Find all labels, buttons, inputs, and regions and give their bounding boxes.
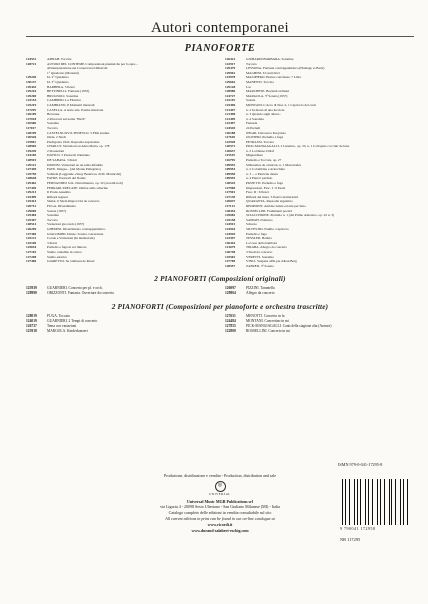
catalog-title: 1° Quaderno (Montani) — [47, 70, 79, 75]
catalog-title: FUGA. Divertimento — [47, 204, 77, 208]
catalog-title: n. 3 Quando sugli alberi... — [246, 112, 282, 117]
catalog-number: 129961 — [225, 70, 236, 75]
catalog-title: Studio estatico — [47, 254, 68, 259]
catalog-title: Id. 2° Quaderno — [47, 75, 69, 80]
two-piano-transcribed-right-column — [225, 314, 414, 334]
catalog-number: 123154 — [26, 98, 37, 103]
catalog-title: CASTELNUOVO-TEDESCO. 3 Film studies — [47, 130, 110, 135]
catalog-number: 126526 — [26, 135, 37, 140]
catalog-number: 123978 — [225, 75, 236, 80]
section-title-pianoforte: PIANOFORTE — [184, 43, 256, 54]
catalog-title: VERETTI. Sonatina — [246, 254, 274, 259]
two-piano-original-right-column — [225, 286, 414, 296]
catalog-number: 129804 — [225, 291, 236, 296]
catalog-title: PIZZETTI. Preludio e fuga — [246, 181, 283, 186]
catalog-number: 125307 — [26, 217, 37, 222]
catalog-entry — [26, 259, 215, 264]
catalog-number: 127700 — [225, 259, 236, 264]
catalog-it: Catalogo completo delle edizioni in vendita consultabile sul sito — [168, 510, 272, 516]
catalog-number: 117017 — [26, 125, 36, 130]
catalog-title: n. 4 Pierrot perduto — [246, 176, 273, 181]
catalog-number: 126737 — [26, 324, 37, 329]
catalog-number: 129249 — [26, 148, 37, 153]
catalog-number: 126109 — [26, 112, 37, 117]
catalog-title: Sonatine — [47, 213, 59, 218]
catalog-title: MAGHINI. 6 Canti lirici — [246, 70, 280, 75]
catalog-title: AUTORI DEL CONTEMP. Composizioni pianistiche per la apre... — [47, 61, 138, 66]
catalog-number: 127130 — [225, 194, 236, 199]
catalog-title: GHEDINI. Divertimento contrappuntistico — [47, 226, 106, 231]
catalog-title: Riflessi legnesi — [47, 194, 68, 199]
catalog-title: TIRABA. Allegro da concerto — [246, 245, 288, 250]
catalog-title: 2 Invenzioni — [47, 148, 65, 153]
catalog-title: 3 Pezzi — [47, 240, 57, 245]
rights-line: Produzione, distribuzione e vendita - Production, distribution and sale — [164, 473, 276, 478]
catalog-title: GIUBARDI BARBARA. Sonatina — [246, 57, 294, 61]
catalog-title: Fasc. II : 6 Pezzi — [246, 190, 269, 195]
catalog-number: 126421 — [225, 57, 236, 61]
catalog-number: 120188 — [225, 130, 236, 135]
catalog-title: MONTANI. L'Arco di Noè, n. 1 Capriccio del cucù — [246, 102, 316, 107]
catalog-number: 129082 — [225, 213, 236, 218]
catalog-number: 120712 — [26, 204, 37, 208]
catalog-title: PICK-MANGIAGALLI. Canti della stagione alta (Azenze) — [246, 324, 332, 329]
catalog-number: 117113 — [225, 204, 235, 208]
catalog-title: LESSONA. Fantasia contrappuntistica (Homage to Bach) — [246, 66, 325, 71]
url-durand[interactable]: www.durand-salabert-eschig.com — [191, 527, 249, 533]
catalog-entry — [26, 329, 215, 334]
catalog-title: MONTANI. Concertino in mi — [246, 319, 289, 324]
catalog-entry — [225, 291, 414, 296]
catalog-number: 116308 — [26, 121, 36, 126]
catalog-title: GUARNIERI. Concerto per pf. e orch. — [47, 286, 103, 291]
catalog-title: FAVE. Images... (dal Monte Pellegrino) — [47, 167, 101, 172]
catalog-title: n. 2 Colombina e Arlecchino — [246, 167, 286, 172]
nr-label: NR 117295 — [340, 537, 361, 542]
catalog-title: ROSSELLINI. Concerto in mi — [246, 329, 290, 334]
catalog-number: 129462 — [26, 181, 37, 186]
catalog-title: VINCI. Suspens alfin per Alban Berg — [246, 259, 297, 264]
catalog-title: BARBERA. 3 Pezzi — [47, 84, 75, 89]
catalog-number: 128919 — [26, 158, 37, 163]
catalog-title: MALIPIERO. Hortus conclusus. 7 Libro — [246, 75, 302, 80]
catalog-number: 128721 — [26, 61, 37, 66]
two-piano-original-left-column — [26, 286, 215, 296]
catalog-title: PIZZINI. Tarantella — [246, 286, 275, 291]
catalog-number: 109952 — [225, 162, 236, 167]
catalog-number: 128019 — [26, 314, 37, 319]
catalog-title: Preludio e fuga in sol minore — [47, 245, 87, 250]
catalog-title: MARGOLA. Kinderkonzert — [47, 329, 88, 334]
catalog-title: Corale e Variazioni (In memoriam) — [47, 236, 95, 241]
two-piano-original-columns — [26, 286, 414, 296]
catalog-number: 129479 — [225, 66, 236, 71]
catalog-number: 124185 — [26, 153, 37, 158]
catalog-title: Sonatina — [47, 121, 59, 126]
catalog-title: OLIVIERI. Preludio e fuga — [246, 135, 284, 140]
catalog-title: ZAFRED. 3ª Sonata — [246, 263, 274, 268]
catalog-title: Id. 3° Quaderno — [47, 79, 69, 84]
catalog-title: 2 Ricercari sul nome "Bach" — [47, 116, 86, 121]
catalog-number: 127300 — [26, 231, 37, 236]
catalog-title: MARCHESE. Bozzetti siciliani — [246, 89, 290, 94]
catalog-number: 121497 — [225, 107, 236, 112]
catalog-en: All current editions in print can be found in our on-line catalogue at — [165, 515, 275, 521]
catalog-title: Preludio e Toccata, op. 27 — [246, 158, 282, 163]
catalog-number: 125484 — [26, 213, 37, 218]
catalog-number: 129069 — [26, 208, 37, 213]
catalog-number: 126037 — [225, 199, 236, 204]
catalog-number: 124945 — [225, 231, 236, 236]
catalog-title: Toccata — [246, 61, 257, 66]
catalog-title: Miguardises — [246, 153, 263, 158]
catalog-number: 128525 — [225, 181, 236, 186]
pianoforte-columns — [26, 57, 414, 268]
catalog-number: 128557 — [225, 263, 236, 268]
catalog-number: 116795 — [225, 158, 235, 163]
catalog-title: CHAILLY. Variazioni su Anna Maria, op. 178 — [47, 144, 110, 149]
catalog-title: DAVICO. 5 Pastorali d'autunno — [47, 153, 90, 158]
catalog-number: 125131 — [26, 236, 37, 241]
two-piano-transcribed-left-column — [26, 314, 215, 334]
catalog-number: 129443 — [26, 84, 37, 89]
catalog-number: 121679 — [225, 245, 236, 250]
catalog-title: ORIZZONTI. Fantasia. Ouverture da concerto — [47, 291, 114, 296]
catalog-title: n. 2 La Danse d'Olaf — [246, 148, 275, 153]
catalog-number: 128965 — [26, 144, 37, 149]
catalog-number: 124545 — [225, 125, 236, 130]
catalog-entry — [225, 329, 414, 334]
catalog-title: GIACOMINI. Danze. Sonata concertante — [47, 231, 104, 236]
catalog-title: MANENTI. Toccata — [246, 79, 274, 84]
catalog-title: Sonata (1957) — [47, 208, 67, 213]
globe-icon: ◎ — [215, 481, 226, 492]
catalog-number: 123397 — [225, 236, 236, 241]
catalog-title: Sonata — [246, 98, 256, 103]
catalog-title: Solitude (Leggende «Sissy Beatrice» di M. Martucchi) — [47, 171, 122, 176]
catalog-number: 126758 — [225, 249, 236, 254]
catalog-title: Fantasia — [246, 121, 258, 126]
catalog-title: Shalai. 6 Studi-Improvvisi da concerto — [47, 199, 100, 204]
catalog-number: 124484 — [225, 319, 236, 324]
catalog-title: FERNANDEZ GIL. Divertimento, op. 32 (su temi noti) — [47, 181, 123, 186]
catalog-number: 127900 — [225, 185, 236, 190]
catalog-number: 124531 — [26, 57, 37, 61]
catalog-title: CAMBIASSI. 8 Momenti musicali — [47, 102, 95, 107]
catalog-title: PETRASSI. Toccata — [246, 139, 274, 144]
catalog-title: all'interpretazione nei Conservatori Musicali — [47, 66, 108, 71]
catalog-title: SCIACCHIONE. Preludio n. 1 (dal Primo armonico, op. 22 n. 3) — [246, 213, 335, 218]
catalog-number: 129113 — [26, 162, 36, 167]
catalog-number: 128454 — [225, 208, 236, 213]
catalog-number: 129662 — [225, 79, 236, 84]
catalog-number: 109955 — [225, 176, 236, 181]
catalog-number: 122497 — [225, 121, 236, 126]
catalog-title: Tema con variazioni — [47, 324, 77, 329]
catalog-number: 125750 — [26, 171, 37, 176]
catalog-title: Il Prode Anselmo — [47, 190, 71, 195]
catalog-number: 127855 — [225, 324, 236, 329]
catalog-number: 121499 — [225, 116, 236, 121]
catalog-title: DE SABATA. 3 Pezzi — [47, 158, 77, 163]
catalog-number: 124727 — [225, 93, 236, 98]
catalog-title: BRUGNOLI. Sonatina — [47, 93, 79, 98]
catalog-number: 126416 — [225, 240, 236, 245]
catalog-title: Lai — [246, 84, 251, 89]
catalog-title: La Casa della bambola — [246, 240, 277, 245]
barcode-bar — [397, 479, 398, 525]
catalog-title: Piedigrotta 1924. Rapsodia napoletana — [47, 139, 100, 144]
catalog-number: 109950 — [225, 171, 236, 176]
catalog-number: 115519 — [225, 153, 235, 158]
catalog-number: 125499 — [26, 194, 37, 199]
catalog-title: CASELLA. A notte alta. Poema musicale — [47, 107, 104, 112]
catalog-number: 125654 — [26, 245, 37, 250]
catalog-number: 128980 — [225, 89, 236, 94]
catalog-number: 125939 — [26, 286, 37, 291]
catalog-number: 129128 — [225, 84, 236, 89]
catalog-title: Toccata — [47, 217, 58, 222]
catalog-number: 129200 — [26, 93, 37, 98]
catalog-number: 127018 — [26, 116, 37, 121]
catalog-title: Riflessi del mare. 3 Pezzi caratteristici — [246, 194, 299, 199]
catalog-number: 122928 — [225, 139, 236, 144]
catalog-title: FUGA. Toccata — [47, 314, 70, 319]
catalog-number: 117295 — [26, 107, 36, 112]
catalog-number: 127103 — [26, 249, 37, 254]
catalog-number: 127208 — [26, 254, 37, 259]
catalog-title: Silhouettes de carnaval, n. 1 Mascarades — [246, 162, 302, 167]
catalog-number: 122917 — [225, 61, 236, 66]
barcode-bar — [380, 479, 381, 525]
section-title-two-piano-transcribed: 2 PIANOFORTI (Composizioni per pianoforte e orchestra trascritte) — [111, 303, 329, 312]
catalog-number: 127406 — [26, 259, 37, 264]
catalog-title: SAPPAH. Notturno — [246, 217, 273, 222]
catalog-number: 125219 — [26, 102, 37, 107]
ismn-label: ISMN 979-0-041-17295-8 — [338, 462, 383, 467]
catalog-number: 125496 — [225, 102, 236, 107]
catalog-number: 121498 — [225, 112, 236, 117]
catalog-title: MARGOLA. 3ª Sonata (1957) — [246, 93, 288, 98]
catalog-number: 128514 — [26, 222, 37, 227]
catalog-title: Berceuse — [47, 112, 60, 117]
catalog-number: 129240 — [26, 75, 37, 80]
catalog-number: 124915 — [225, 222, 236, 227]
catalog-number: 117618 — [225, 135, 235, 140]
catalog-title: Scherzo — [246, 222, 257, 227]
logo-text: UNIVERSAL — [209, 491, 231, 496]
catalog-number: 127449 — [26, 185, 37, 190]
catalog-number: 120637 — [225, 148, 236, 153]
catalog-number: 120571 — [225, 144, 236, 149]
catalog-title: n. 4 Sonatina — [246, 116, 264, 121]
catalog-title: n. 2 In morte di una lucciola — [246, 107, 285, 112]
pianoforte-right-column — [225, 57, 414, 268]
catalog-title: GIARETTO. Su tombeau de Ravel — [47, 259, 95, 264]
catalog-number: 125918 — [26, 329, 37, 334]
catalog-title: Allegro da concerto — [246, 291, 275, 296]
catalog-number: 119901 — [26, 139, 36, 144]
catalog-number: 125502 — [225, 254, 236, 259]
catalog-number: 128628 — [26, 176, 37, 181]
catalog-title: PICK-MANGIAGALLI. 2 Lunatico, op. 33, n. 1 Colloquio coi clair de lune — [246, 144, 350, 149]
catalog-title: FERRARI-TRECATE. Ombre sulle scherme — [47, 185, 108, 190]
section-title-two-piano-original: 2 PIANOFORTI (Composizioni originali) — [154, 275, 286, 284]
catalog-title: DIONISI. Variazioni su un tema infantile — [47, 162, 103, 167]
catalog-title: BETTINELLI. Fantasia (1955) — [47, 89, 90, 94]
barcode — [342, 473, 412, 525]
catalog-title: FAVRE. Pastorali del Natale — [47, 176, 86, 181]
url-ricordi[interactable]: www.ricordi.it — [207, 521, 233, 527]
catalog-number: 109953 — [225, 167, 236, 172]
catalog-number: 130137 — [26, 79, 37, 84]
catalog-title: Onde. 2 Studi — [47, 135, 66, 140]
catalog-number: 125414 — [26, 199, 37, 204]
catalog-title: 24 Preludi — [246, 125, 261, 130]
catalog-title: TESSLER. Ballata — [246, 236, 272, 241]
catalog-title: CAMBIERI. La Filatrice — [47, 98, 81, 103]
catalog-title: Variazioni giocondo (1957) — [47, 222, 85, 227]
catalog-title: Toccata — [47, 125, 58, 130]
catalog-title: n. 3 ... e Pierrette danza — [246, 171, 278, 176]
catalog-number: 129216 — [26, 89, 37, 94]
barcode-number: 9 790041 172958 — [340, 526, 376, 531]
catalog-title: 3 Studi da concerto — [246, 249, 273, 254]
catalog-title: Preludio e fuga — [246, 231, 267, 236]
catalog-title: QUARANTA. Rapsodia argentina — [246, 199, 293, 204]
catalog-number: 127901 — [225, 190, 236, 195]
catalog-title: APPIAH. Toccata — [47, 57, 72, 61]
catalog-number: 124019 — [26, 319, 37, 324]
catalog-entry — [225, 264, 414, 269]
catalog-title: MENOTTI. Concerto in fa — [246, 314, 285, 319]
publisher-name: Universal Music MGB Publications srl — [187, 498, 253, 504]
catalog-title: NEGRI. Umoresca Kreyanza — [246, 130, 286, 135]
two-piano-transcribed-columns — [26, 314, 414, 334]
catalog-number: 127651 — [225, 314, 236, 319]
publisher-address: via Liguria 4 - 20098 Sesto Ulteriano - San Giuliano Milanese (MI) - Italia — [160, 504, 280, 510]
catalog-number: 122119 — [225, 98, 235, 103]
catalog-number: 125100 — [26, 240, 37, 245]
catalog-title: Studio cantabile in ottava — [47, 249, 82, 254]
catalog-title: ROSSELLINI. Frammenti poetici — [246, 208, 293, 213]
catalog-number: 128199 — [26, 130, 37, 135]
barcode-bar — [350, 479, 351, 525]
catalog-number: 127449 — [26, 167, 37, 172]
catalog-title: Impressioni. Fasc. I : 6 Pezzi — [246, 185, 286, 190]
catalog-number: 129213 — [26, 190, 37, 195]
catalog-number: 128990 — [26, 291, 37, 296]
catalog-title: GUARNIERI. 2 Tempi di concerto — [47, 319, 98, 324]
pianoforte-left-column — [26, 57, 215, 268]
catalog-number: 122800 — [225, 329, 236, 334]
catalog-entry — [26, 291, 215, 296]
catalog-title: REDPOINT. Antiche danze ed arie per liuto — [246, 204, 306, 208]
catalog-title: SILVESTRI. Fauille. Capriccio — [246, 226, 289, 231]
catalog-number: 124944 — [225, 226, 236, 231]
catalog-number: 126209 — [26, 226, 37, 231]
page-title: Autori contemporanei — [150, 20, 290, 36]
catalog-number: 126097 — [225, 286, 236, 291]
catalog-number: 125158 — [225, 217, 236, 222]
